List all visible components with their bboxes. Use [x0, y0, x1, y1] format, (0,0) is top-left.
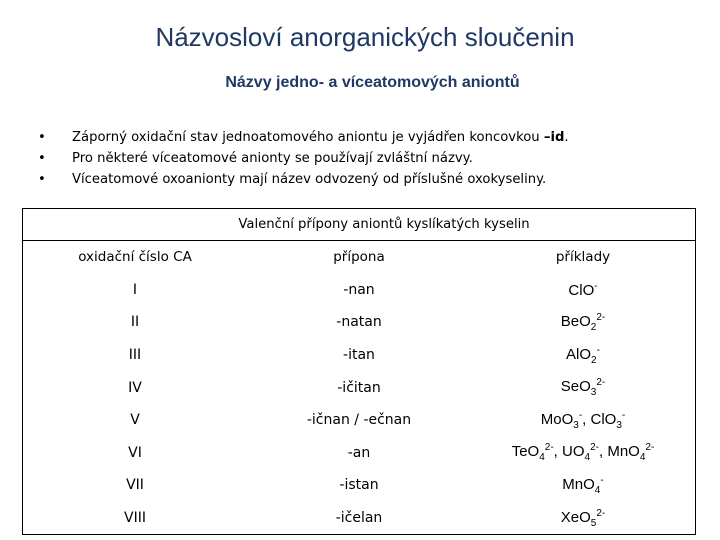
example-cell: TeO$_4^{2-}$, $UO_4^{2-}$, MnO$_4^{2-}$: [511, 442, 655, 464]
suffix-cell: -nan: [343, 281, 375, 298]
page-subtitle: Názvy jedno- a víceatomových aniontů: [225, 74, 520, 91]
example-cell: ClO-: [568, 280, 598, 299]
bullet-dot: •: [38, 130, 46, 145]
table-row: [23, 469, 695, 502]
header-oxidation-number: oxidační číslo CA: [78, 249, 192, 266]
bullet-item: • Záporný oxidační stav jednoatomového aniontu je vyjádřen koncovkou –id.: [38, 127, 569, 148]
example-cell: MoO$_3$-, ClO$_3$-: [540, 409, 626, 431]
suffix-cell: -ičelan: [335, 510, 383, 527]
oxidation-number-cell: II: [130, 314, 140, 331]
header-suffix: přípona: [333, 249, 385, 266]
table-header-row: [23, 241, 695, 274]
header-examples: příklady: [555, 249, 611, 266]
bullet-item: • Víceatomové oxoanionty mají název odvozený od příslušné oxokyseliny.: [38, 169, 569, 190]
bullet-dot: •: [38, 151, 46, 166]
table-row: [23, 502, 695, 535]
example-cell: MnO$_4$-: [562, 474, 604, 496]
bullet-dot: •: [38, 172, 46, 187]
oxidation-number-cell: IV: [128, 379, 142, 396]
oxidation-number-cell: V: [130, 412, 140, 429]
table-row: [23, 306, 695, 339]
oxidation-number-cell: III: [128, 347, 142, 364]
table-row: [23, 371, 695, 404]
suffix-cell: -natan: [336, 314, 382, 331]
example-cell: BeO$_2^{2-}$: [560, 311, 606, 333]
example-cell: SeO$_3^{2-}$: [560, 377, 606, 399]
suffix-cell: -istan: [339, 477, 379, 494]
table-row: [23, 404, 695, 437]
suffix-cell: -an: [347, 444, 371, 461]
example-cell: AlO$_2$-: [566, 344, 600, 366]
suffix-cell: -ičnan / -ečnan: [306, 412, 412, 429]
suffix-table: [22, 208, 696, 535]
oxidation-number-cell: VIII: [124, 510, 146, 527]
table-caption: Valenční přípony aniontů kyslíkatých kyselin: [23, 209, 695, 241]
table-row: [23, 274, 695, 307]
suffix-cell: -itan: [343, 347, 375, 364]
table-row: [23, 339, 695, 372]
table-row: [23, 437, 695, 470]
page-title: Názvosloví anorganických sloučenin: [155, 22, 575, 52]
suffix-cell: -ičitan: [337, 379, 381, 396]
bullet-item: • Pro některé víceatomové anionty se používají zvláštní názvy.: [38, 148, 569, 169]
table-body: [23, 241, 695, 534]
oxidation-number-cell: I: [132, 281, 138, 298]
example-cell: XeO$_5^{2-}$: [560, 507, 606, 529]
oxidation-number-cell: VII: [126, 477, 144, 494]
oxidation-number-cell: VI: [128, 444, 142, 461]
bullet-list: [38, 127, 569, 190]
